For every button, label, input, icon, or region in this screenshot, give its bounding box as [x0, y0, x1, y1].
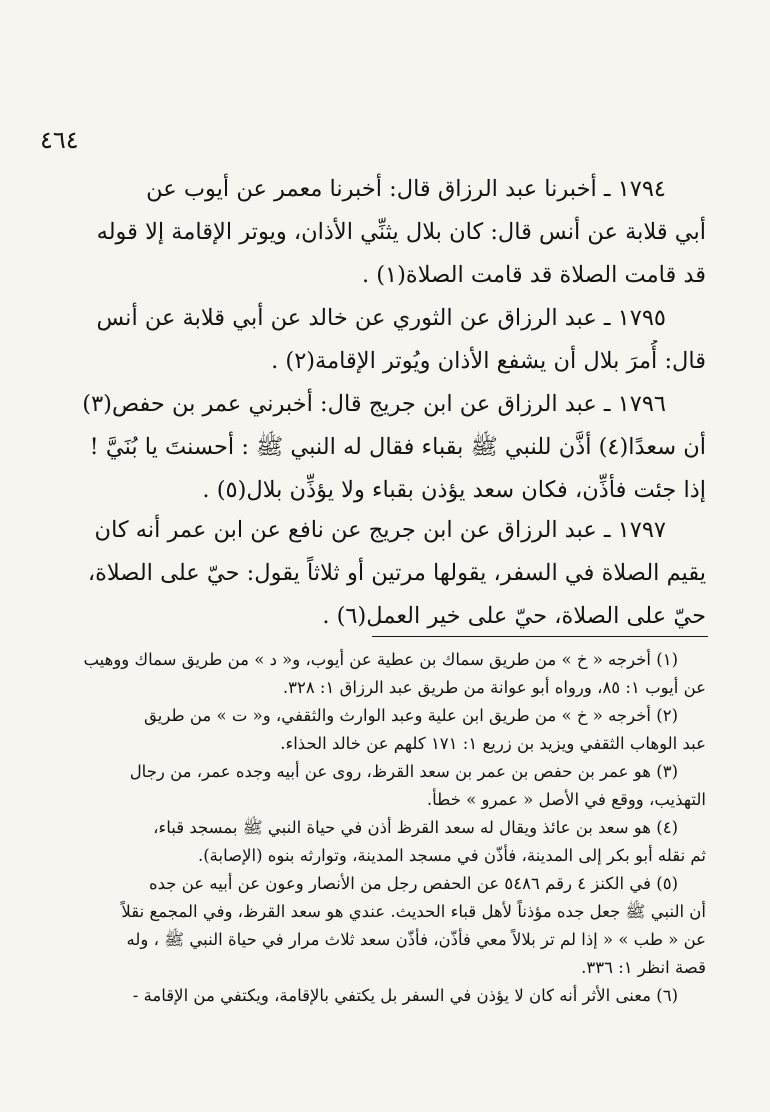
footnote-line: (١) أخرجه « خ » من طريق سماك بن عطية عن أيوب، و« د » من طريق سماك ووهيب [83, 650, 678, 669]
footnote-line: عن « طب » « إذا لم تر بلالاً معي فأذّن، فأذّن سعد ثلاث مرار في حياة النبي ﷺ ، وله [126, 930, 706, 949]
footnote-line: (٦) معنى الأثر أنه كان لا يؤذن في السفر بل يكتفي بالإقامة، ويكتفي من الإقامة - [132, 986, 678, 1005]
footnotes [32, 646, 706, 1010]
text-line: ١٧٩٦ ـ عبد الرزاق عن ابن جريج قال: أخبرني عمر بن حفص(٣) [82, 391, 666, 417]
text-line: ١٧٩٥ ـ عبد الرزاق عن الثوري عن خالد عن أبي قلابة عن أنس [96, 305, 666, 331]
footnote-line: (٥) في الكنز ٤ رقم ٥٤٨٦ عن الحفص رجل من الأنصار وعون عن أبيه عن جده [149, 874, 678, 893]
hadith-1796 [56, 383, 706, 512]
text-line: إذا جئت فأذِّن، فكان سعد يؤذن بقباء ولا يؤذِّن بلال(٥) . [202, 477, 706, 503]
text-line: أبي قلابة عن أنس قال: كان بلال يثنِّي الأذان، ويوتر الإقامة إلا قوله [96, 219, 706, 245]
text-line: ١٧٩٧ ـ عبد الرزاق عن ابن جريج عن نافع عن ابن عمر أنه كان [94, 517, 666, 543]
footnote-line: (٤) هو سعد بن عائذ ويقال له سعد القرظ أذن في حياة النبي ﷺ بمسجد قباء، [153, 818, 678, 837]
footnote-line: (٢) أخرجه « خ » من طريق ابن علية وعبد الوارث والثقفي، و« ت » من طريق [144, 706, 678, 725]
text-line: يقيم الصلاة في السفر، يقولها مرتين أو ثلاثاً يقول: حيّ على الصلاة، [87, 560, 706, 586]
footnote-line: ثم نقله أبو بكر إلى المدينة، فأذّن في مسجد المدينة، وتوارثه بنوه (الإصابة). [197, 846, 706, 865]
hadith-1797 [56, 509, 706, 638]
footnote-line: التهذيب، ووقع في الأصل « عمرو » خطأ. [426, 790, 706, 809]
footnote-line: عبد الوهاب الثقفي ويزيد بن زريع ١: ١٧١ كلهم عن خالد الحذاء. [280, 734, 706, 753]
footnote-line: أن النبي ﷺ جعل جده مؤذناً لأهل قباء الحديث. عندي هو سعد القرظ، وفي المجمع نقلاً [121, 902, 706, 921]
footnote-line: عن أيوب ١: ٨٥، ورواه أبو عوانة من طريق عبد الرزاق ١: ٣٢٨. [282, 678, 706, 697]
footnote-line: (٣) هو عمر بن حفص بن عمر بن سعد القرظ، روى عن أبيه وجده عمر، من رجال [129, 762, 678, 781]
text-line: أن سعدًا(٤) أذَّن للنبي ﷺ بقباء فقال له النبي ﷺ : أحسنتَ يا بُنَيَّ ! [89, 434, 706, 460]
page-number: ٤٦٤ [40, 126, 79, 154]
footnote-line: قصة انظر ١: ٣٣٦. [581, 958, 706, 977]
text-line: قد قامت الصلاة قد قامت الصلاة(١) . [361, 262, 706, 288]
hadith-1795 [56, 297, 706, 383]
hadith-1794 [56, 168, 706, 297]
text-line: حيّ على الصلاة، حيّ على خير العمل(٦) . [322, 603, 706, 629]
text-line: قال: أُمرَ بلال أن يشفع الأذان ويُوتر الإقامة(٢) . [271, 348, 706, 374]
text-line: ١٧٩٤ ـ أخبرنا عبد الرزاق قال: أخبرنا معمر عن أيوب عن [146, 176, 666, 202]
footnote-divider [372, 636, 708, 637]
